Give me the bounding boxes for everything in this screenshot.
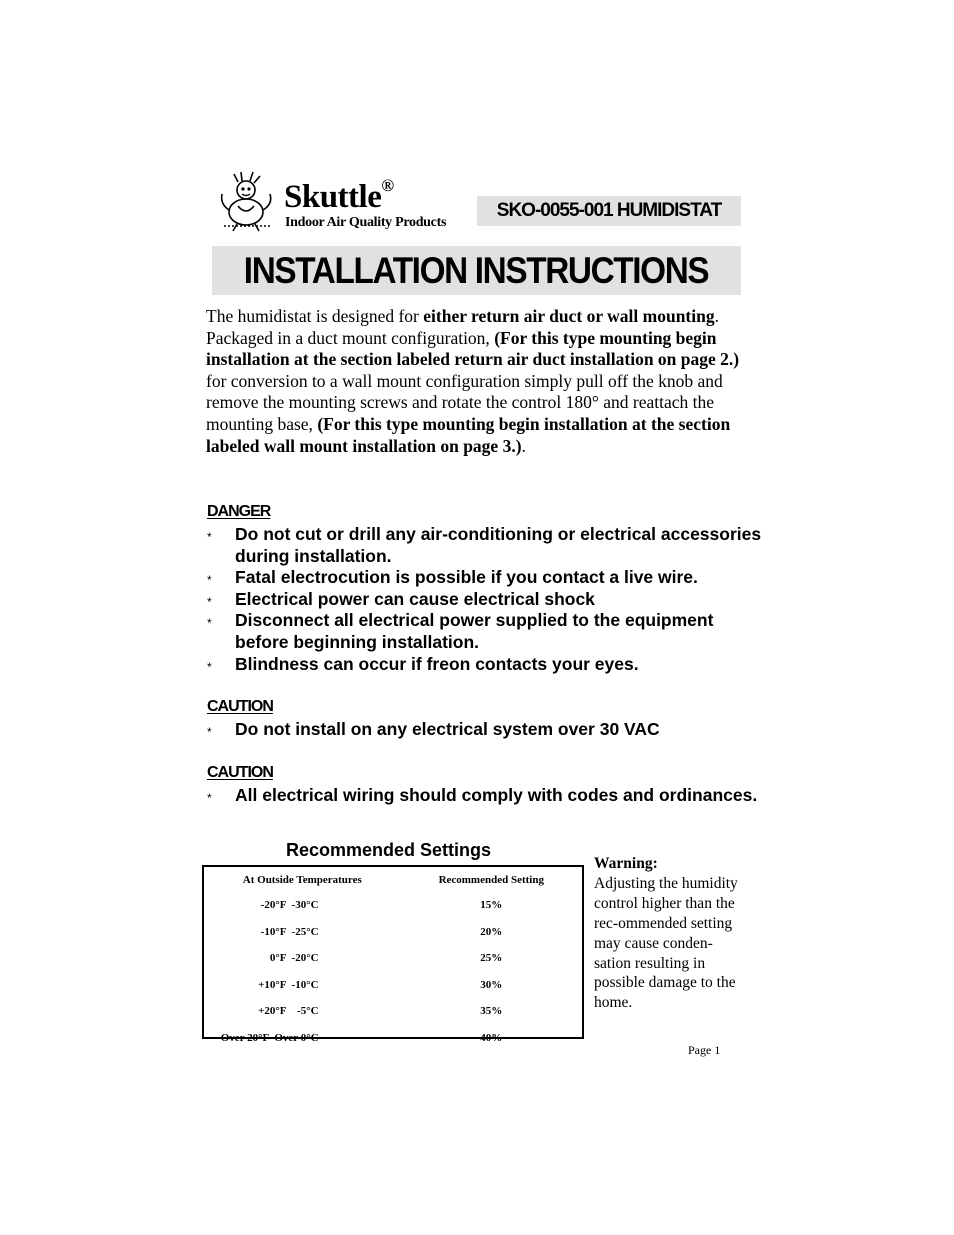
asterisk-bullet-icon: *	[207, 616, 212, 631]
model-label: SKO-0055-001 HUMIDISTAT	[477, 196, 741, 226]
list-item: * Fatal electrocution is possible if you contact a live wire.	[207, 567, 767, 589]
list-item: * Blindness can occur if freon contacts your eyes.	[207, 654, 767, 676]
table-row	[204, 945, 582, 972]
table-row	[204, 1025, 582, 1052]
table-row	[204, 998, 582, 1025]
list-item: * Do not install on any electrical system over 30 VAC	[207, 719, 767, 741]
settings-table	[202, 865, 584, 1044]
caution-heading: CAUTION	[207, 764, 273, 781]
warning-note	[594, 854, 744, 1013]
asterisk-bullet-icon: *	[207, 791, 212, 805]
asterisk-bullet-icon: *	[207, 530, 212, 544]
page-number: Page 1	[688, 1043, 721, 1057]
settings-caption: Recommended Settings	[286, 840, 492, 860]
list-item: * Electrical power can cause electrical shock	[207, 589, 767, 611]
asterisk-bullet-icon: *	[207, 725, 212, 739]
table-row	[204, 972, 582, 999]
table-cell: -20°F -30°C	[260, 899, 319, 912]
brand-name: Skuttle®	[284, 176, 394, 215]
asterisk-bullet-icon: *	[207, 594, 212, 609]
skuttle-mascot-logo-icon	[216, 170, 278, 232]
table-header-row	[204, 867, 582, 892]
danger-list	[207, 524, 767, 675]
table-cell: 0°F -20°C	[269, 952, 319, 965]
list-item: * Do not cut or drill any air-conditioning or electrical accessories during installation.	[207, 524, 762, 566]
table-cell: -10°F -25°C	[260, 925, 319, 938]
warning-label: Warning:	[594, 855, 658, 872]
page-title: INSTALLATION INSTRUCTIONS	[212, 246, 741, 295]
asterisk-bullet-icon: *	[207, 659, 212, 674]
column-header: At Outside Temperatures	[242, 874, 362, 886]
table-cell: +20°F -5°C	[258, 1005, 319, 1018]
table-cell: Over 20°F Over 0°C	[220, 1031, 319, 1044]
brand-tagline: Indoor Air Quality Products	[285, 215, 447, 230]
danger-heading: DANGER	[207, 503, 271, 520]
table-cell: 40%	[480, 1031, 503, 1044]
caution-list	[207, 719, 767, 741]
column-header: Recommended Setting	[438, 874, 544, 886]
table-cell: 35%	[480, 1005, 503, 1018]
caution-heading: CAUTION	[207, 698, 273, 715]
intro-paragraph: The humidistat is designed for either return air duct or wall mounting. Packaged in a duct mount configuration, (For this type mounting begin installation at the section labeled return air duct installation on page 2.) for conversion to a wall mount configuration simply pull off the knob and remove the mounting screws and rotate the control 180° and reattach the mounting base, (For this type mounting begin installation at the section labeled wall mount installation on page 3.).	[206, 306, 740, 456]
warning-text: Adjusting the humidity control higher than the rec-ommended setting may cause conden-sation resulting in possible damage to the home.	[594, 874, 738, 1012]
table-row	[204, 892, 582, 919]
table-cell: 30%	[480, 978, 503, 991]
asterisk-bullet-icon: *	[207, 573, 212, 588]
table-cell: 20%	[480, 925, 503, 938]
table-cell: 25%	[480, 952, 503, 965]
list-item: * All electrical wiring should comply with codes and ordinances.	[207, 785, 767, 807]
table-cell: 15%	[480, 899, 503, 912]
table-row	[204, 919, 582, 946]
list-item: * Disconnect all electrical power supplied to the equipment before beginning installation.	[207, 610, 714, 652]
caution-list	[207, 785, 767, 807]
table-cell: +10°F -10°C	[258, 978, 319, 991]
